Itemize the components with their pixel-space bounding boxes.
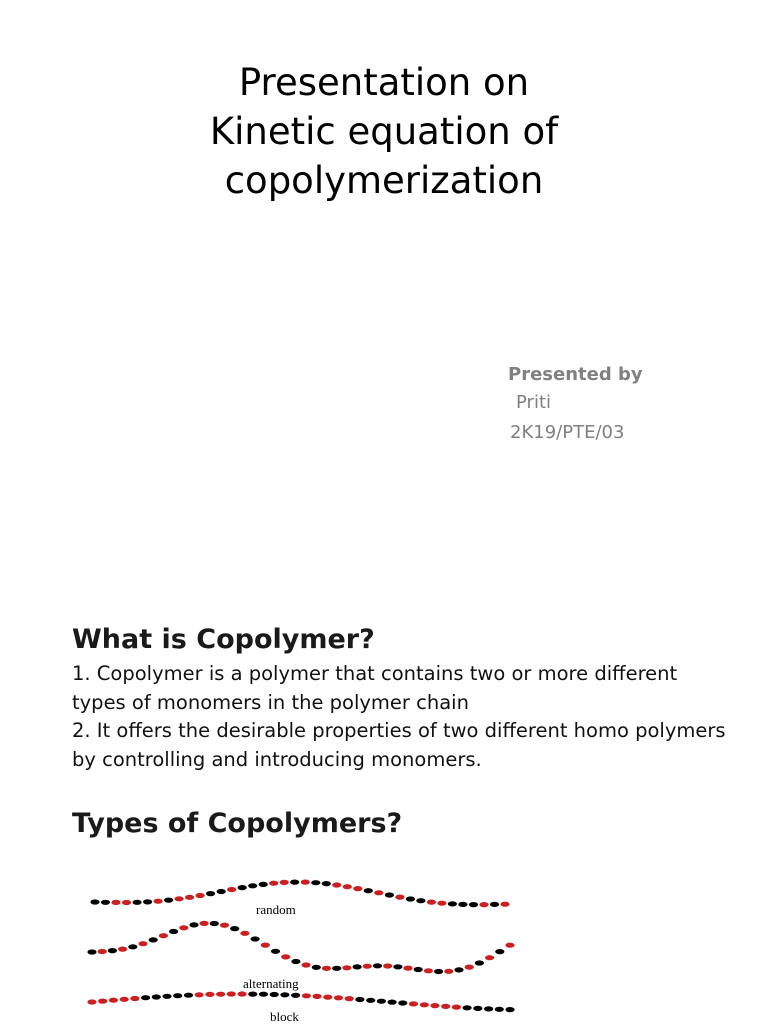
monomer-bead [473, 1006, 482, 1011]
monomer-bead [238, 885, 247, 890]
presented-by-label: Presented by [508, 364, 643, 385]
monomer-bead [332, 882, 341, 887]
monomer-bead [424, 968, 433, 973]
monomer-bead [128, 944, 137, 949]
block-copolymer-chain [87, 991, 514, 1012]
copolymer-chains-illustration [80, 872, 520, 1024]
monomer-bead [220, 923, 229, 928]
title-line-1: Presentation on [238, 61, 530, 104]
monomer-bead [154, 899, 163, 904]
monomer-bead [454, 967, 463, 972]
monomer-bead [322, 881, 331, 886]
monomer-bead [313, 994, 322, 999]
monomer-bead [485, 955, 494, 960]
monomer-bead [385, 892, 394, 897]
monomer-bead [238, 991, 247, 996]
monomer-bead [374, 890, 383, 895]
monomer-bead [383, 963, 392, 968]
monomer-bead [179, 925, 188, 930]
monomer-bead [311, 880, 320, 885]
monomer-bead [465, 965, 474, 970]
monomer-bead [101, 900, 110, 905]
monomer-bead [430, 1003, 439, 1008]
monomer-bead [261, 943, 270, 948]
alternating-copolymer-chain [87, 921, 514, 974]
monomer-bead [475, 960, 484, 965]
monomer-bead [332, 966, 341, 971]
monomer-bead [452, 1005, 461, 1010]
monomer-bead [366, 998, 375, 1003]
monomer-bead [395, 895, 404, 900]
monomer-bead [90, 899, 99, 904]
monomer-bead [159, 933, 168, 938]
monomer-bead [420, 1002, 429, 1007]
monomer-bead [248, 883, 257, 888]
monomer-bead [109, 998, 118, 1003]
monomer-bead [280, 880, 289, 885]
monomer-bead [122, 900, 131, 905]
monomer-bead [200, 921, 209, 926]
monomer-bead [434, 969, 443, 974]
monomer-bead [373, 963, 382, 968]
monomer-bead [403, 966, 412, 971]
title-line-2: Kinetic equation of [209, 110, 559, 153]
random-copolymer-chain [90, 880, 509, 908]
monomer-bead [205, 992, 214, 997]
monomer-bead [169, 929, 178, 934]
monomer-bead [484, 1006, 493, 1011]
monomer-bead [281, 954, 290, 959]
copolymer-slide [0, 590, 768, 1024]
monomer-bead [217, 889, 226, 894]
monomer-bead [162, 994, 171, 999]
monomer-bead [98, 999, 107, 1004]
monomer-bead [302, 993, 311, 998]
monomer-bead [291, 959, 300, 964]
monomer-bead [175, 896, 184, 901]
monomer-bead [138, 941, 147, 946]
monomer-bead [196, 893, 205, 898]
monomer-bead [490, 902, 499, 907]
monomer-bead [495, 1007, 504, 1012]
monomer-bead [210, 921, 219, 926]
monomer-bead [251, 936, 260, 941]
monomer-bead [355, 997, 364, 1002]
random-label: random [256, 902, 296, 917]
monomer-bead [334, 995, 343, 1000]
copolymer-definition-list [72, 660, 732, 774]
monomer-bead [505, 943, 514, 948]
monomer-bead [120, 997, 129, 1002]
monomer-bead [343, 884, 352, 889]
monomer-bead [345, 996, 354, 1001]
monomer-bead [342, 965, 351, 970]
presenter-roll-number: 2K19/PTE/03 [510, 422, 625, 443]
monomer-bead [495, 949, 504, 954]
monomer-bead [164, 898, 173, 903]
monomer-bead [388, 1000, 397, 1005]
monomer-bead [437, 901, 446, 906]
monomer-bead [269, 881, 278, 886]
monomer-bead [441, 1004, 450, 1009]
monomer-bead [185, 895, 194, 900]
monomer-bead [364, 888, 373, 893]
monomer-bead [98, 949, 107, 954]
monomer-bead [416, 898, 425, 903]
monomer-bead [505, 1007, 514, 1012]
monomer-bead [322, 966, 331, 971]
definition-point-1: 1. Copolymer is a polymer that contains two or more different types of monomers in the polymer chain [72, 662, 678, 714]
monomer-bead [290, 880, 299, 885]
monomer-bead [280, 992, 289, 997]
monomer-bead [259, 992, 268, 997]
monomer-bead [206, 891, 215, 896]
monomer-bead [87, 949, 96, 954]
monomer-bead [479, 902, 488, 907]
presenter-name: Priti [516, 392, 551, 413]
monomer-bead [184, 993, 193, 998]
monomer-bead [448, 901, 457, 906]
title-line-3: copolymerization [224, 159, 544, 202]
monomer-bead [111, 900, 120, 905]
monomer-bead [444, 969, 453, 974]
monomer-bead [143, 899, 152, 904]
monomer-bead [353, 964, 362, 969]
monomer-bead [398, 1000, 407, 1005]
monomer-bead [270, 992, 279, 997]
monomer-bead [469, 902, 478, 907]
presentation-title [0, 58, 768, 205]
monomer-bead [259, 882, 268, 887]
copolymer-types-figure [80, 872, 520, 1024]
monomer-bead [189, 922, 198, 927]
monomer-bead [227, 887, 236, 892]
monomer-bead [141, 995, 150, 1000]
monomer-bead [227, 991, 236, 996]
monomer-bead [409, 1001, 418, 1006]
monomer-bead [323, 995, 332, 1000]
monomer-bead [149, 937, 158, 942]
block-label: block [270, 1009, 299, 1024]
monomer-bead [130, 996, 139, 1001]
monomer-bead [118, 947, 127, 952]
monomer-bead [216, 992, 225, 997]
monomer-bead [363, 964, 372, 969]
presenter-block [508, 362, 748, 448]
monomer-bead [248, 992, 257, 997]
monomer-bead [414, 967, 423, 972]
monomer-bead [406, 896, 415, 901]
monomer-bead [301, 880, 310, 885]
monomer-bead [195, 992, 204, 997]
monomer-bead [240, 931, 249, 936]
monomer-bead [500, 902, 509, 907]
monomer-bead [173, 993, 182, 998]
monomer-bead [458, 902, 467, 907]
monomer-bead [393, 964, 402, 969]
monomer-bead [87, 999, 96, 1004]
types-of-copolymers-heading: Types of Copolymers? [72, 808, 403, 839]
definition-point-2: 2. It offers the desirable properties of two different homo polymers by controlling and introducing monomers. [72, 719, 726, 771]
alternating-label: alternating [243, 976, 299, 991]
monomer-bead [377, 999, 386, 1004]
monomer-bead [353, 886, 362, 891]
monomer-bead [133, 900, 142, 905]
monomer-bead [271, 949, 280, 954]
monomer-bead [302, 962, 311, 967]
monomer-bead [312, 965, 321, 970]
monomer-bead [291, 993, 300, 998]
monomer-bead [152, 994, 161, 999]
monomer-bead [427, 900, 436, 905]
monomer-bead [230, 926, 239, 931]
monomer-bead [463, 1005, 472, 1010]
what-is-copolymer-heading: What is Copolymer? [72, 624, 375, 655]
monomer-bead [108, 948, 117, 953]
